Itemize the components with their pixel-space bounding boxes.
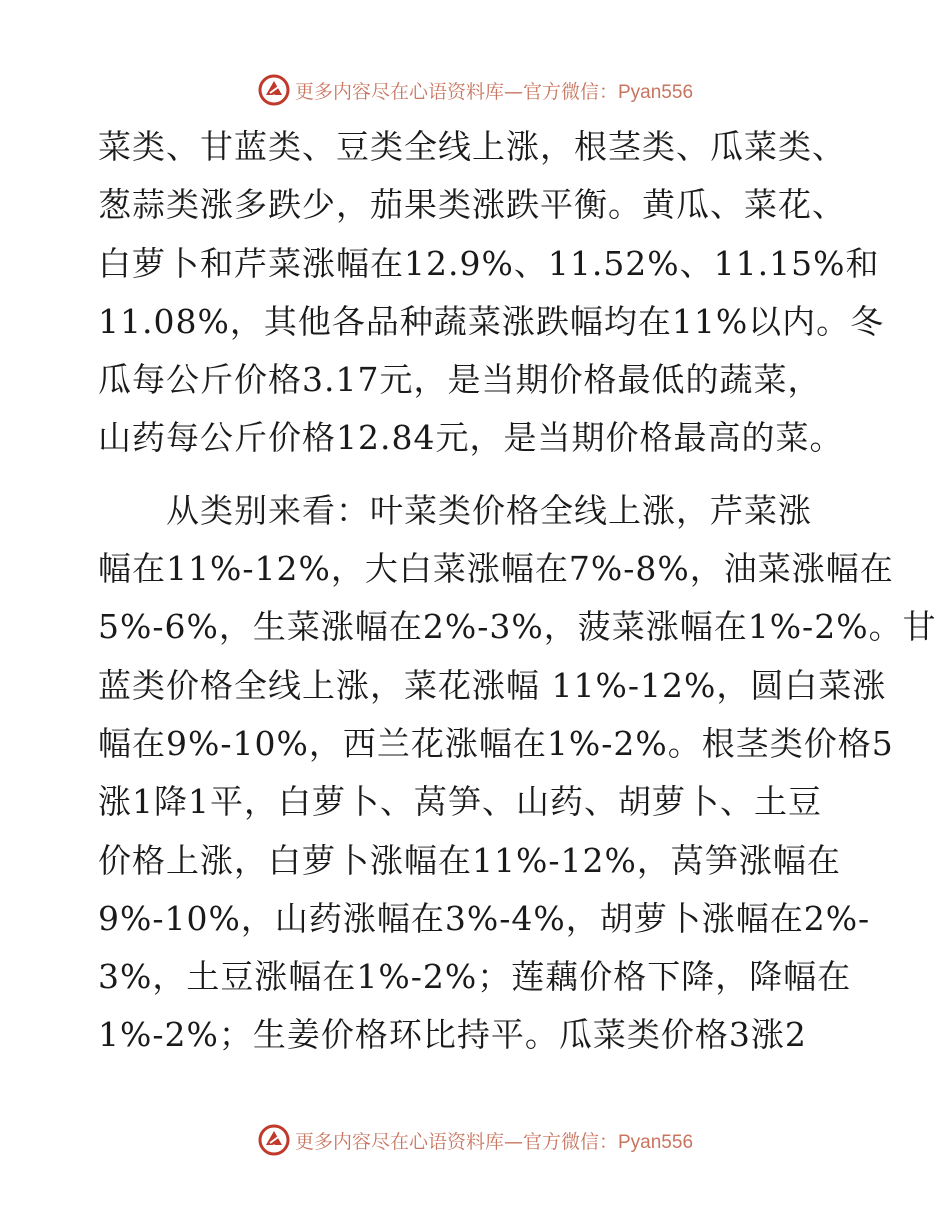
paragraph-2 xyxy=(98,482,937,1065)
text-line: 山药每公斤价格12.84元，是当期价格最高的菜。 xyxy=(98,418,844,458)
watermark-text: 更多内容尽在心语资料库—官方微信：Pyan556 xyxy=(294,1130,694,1153)
text-line: 5%-6%，生菜涨幅在2%-3%，菠菜涨幅在1%-2%。甘 xyxy=(98,607,937,647)
text-line: 幅在9%-10%，西兰花涨幅在1%-2%。根茎类价格5 xyxy=(98,723,894,763)
text-line: 蓝类价格全线上涨，菜花涨幅 11%-12%，圆白菜涨 xyxy=(98,665,887,705)
text-line: 9%-10%，山药涨幅在3%-4%，胡萝卜涨幅在2%- xyxy=(98,898,871,938)
text-line: 白萝卜和芹菜涨幅在12.9%、11.52%、11.15%和 xyxy=(98,243,880,283)
text-line: 11.08%，其他各品种蔬菜涨跌幅均在11%以内。冬 xyxy=(98,301,885,341)
paragraph-spacer xyxy=(98,468,858,482)
paragraph-1 xyxy=(98,118,885,468)
text-line: 3%，土豆涨幅在1%-2%；莲藕价格下降，降幅在 xyxy=(98,957,852,997)
wechat-id: Pyan556 xyxy=(618,81,694,103)
text-line: 瓜每公斤价格3.17元，是当期价格最低的蔬菜， xyxy=(98,360,822,400)
text-line: 幅在11%-12%，大白菜涨幅在7%-8%，油菜涨幅在 xyxy=(98,549,894,589)
logo-icon xyxy=(257,1123,291,1157)
logo-icon xyxy=(257,73,291,107)
text-line: 涨1降1平，白萝卜、莴笋、山药、胡萝卜、土豆 xyxy=(98,782,822,822)
document-body xyxy=(98,118,937,1065)
text-line: 葱蒜类涨多跌少，茄果类涨跌平衡。黄瓜、菜花、 xyxy=(98,185,846,225)
text-line: 1%-2%；生姜价格环比持平。瓜菜类价格3涨2 xyxy=(98,1015,807,1055)
watermark-header xyxy=(0,70,950,110)
text-line: 菜类、甘蓝类、豆类全线上涨，根茎类、瓜菜类、 xyxy=(98,127,846,166)
text-line: 从类别来看：叶菜类价格全线上涨，芹菜涨 xyxy=(98,490,812,530)
text-line: 价格上涨，白萝卜涨幅在11%-12%，莴笋涨幅在 xyxy=(98,840,841,880)
watermark-footer xyxy=(0,1120,950,1160)
wechat-id: Pyan556 xyxy=(618,1131,694,1153)
watermark-text: 更多内容尽在心语资料库—官方微信：Pyan556 xyxy=(294,80,694,103)
